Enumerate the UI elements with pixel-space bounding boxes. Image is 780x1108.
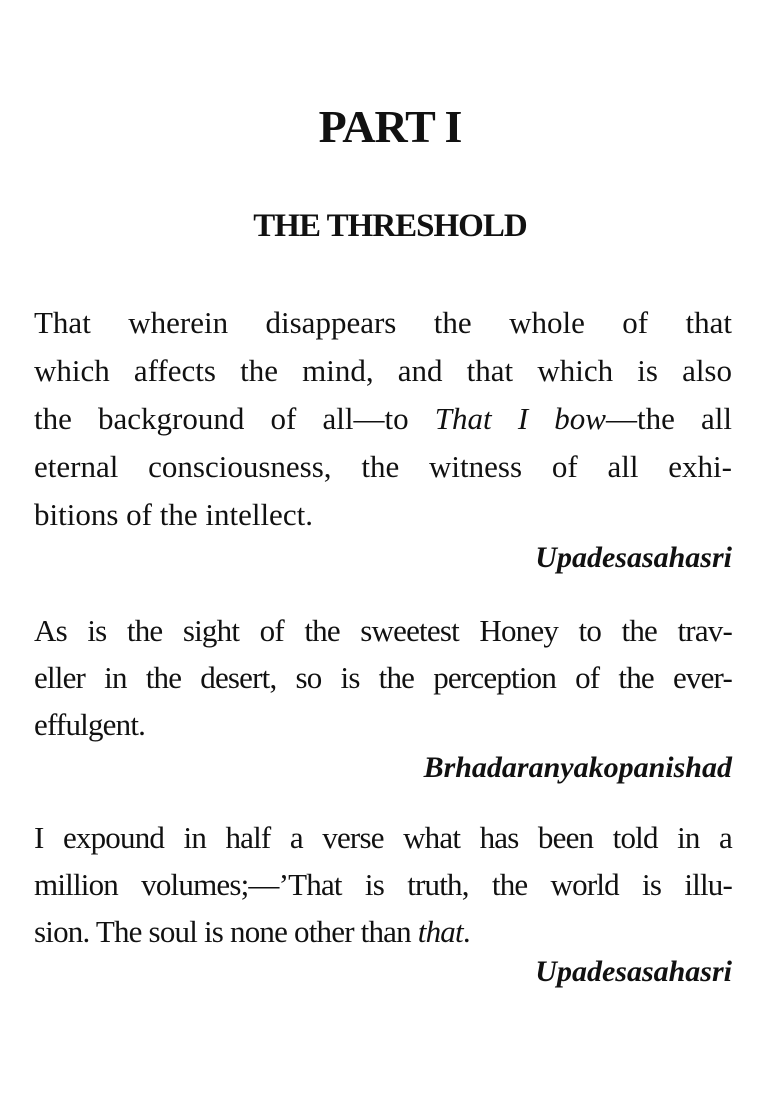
quote-line: million volumes;—’That is truth, the world is illu-	[34, 867, 732, 902]
quote-line: effulgent.	[34, 707, 146, 742]
quote-line: eternal consciousness, the witness of all exhi-	[34, 449, 732, 484]
quote-line: I expound in half a verse what has been told in a	[34, 820, 732, 855]
quote-line: That wherein disappears the whole of that	[34, 305, 732, 340]
quote-line: the background of all—to That I bow—the all	[34, 401, 733, 436]
quote-line: bitions of the intellect.	[34, 497, 313, 532]
emphasis: that	[417, 914, 463, 949]
emphasis: That I bow	[434, 401, 606, 436]
quote-line: As is the sight of the sweetest Honey to the trav-	[34, 613, 732, 648]
part-title: PART I	[318, 101, 462, 152]
quote-line: eller in the desert, so is the perception of the ever-	[34, 660, 732, 695]
quote-source: Upadesasahasri	[535, 541, 732, 574]
quote-line: which affects the mind, and that which is also	[34, 353, 732, 388]
quote-source: Upadesasahasri	[535, 955, 732, 988]
section-title: THE THRESHOLD	[253, 208, 527, 244]
quote-line: sion. The soul is none other than that.	[34, 914, 470, 949]
quote-source: Brhadaranyakopanishad	[423, 751, 732, 784]
